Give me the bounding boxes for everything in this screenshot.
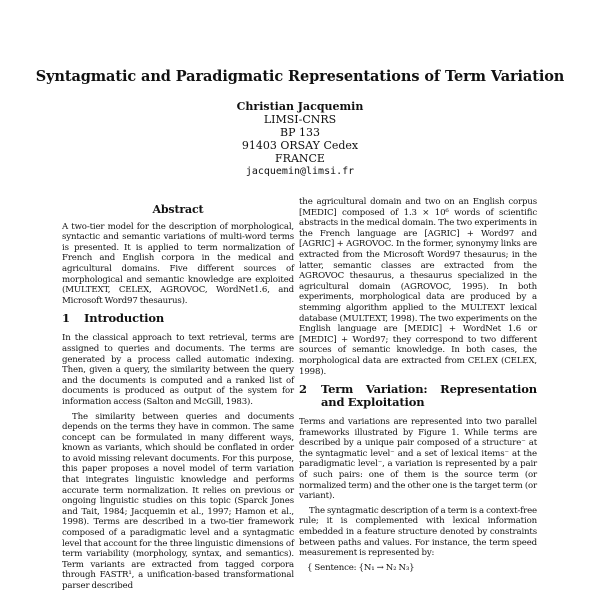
section2-paragraph-2: The syntagmatic description of a term is a context-free rule; it is complemented with lexical information embedded in a feature structure denoted by constraints between paths and values. For instance, the term speed measurement is represented by: <box>299 505 537 559</box>
intro-paragraph-2: The similarity between queries and documents depends on the terms they have in common. The same concept can be formulated in many different ways, known as variants, which should be conflated in order to avoid missing relevant documents. For this purpose, this paper proposes a novel model of term variation that integrates linguistic knowledge and performs accurate term normalization. It relies on previous or ongoing linguistic studies on this topic (Sparck Jones and Tait, 1984; Jacquemin et al., 1997; Hamon et al., 1998). Terms are described in a two-tier framework composed of a paradigmatic level and a syntagmatic level that account for the three linguistic dimensions of term variability (morphology, syntax, and semantics). Term variants are extracted from tagged corpora through FASTR¹, a unification-based transformational parser described <box>62 411 294 591</box>
section-number: 1 <box>62 311 70 326</box>
author-affiliation: LIMSI-CNRS <box>263 113 337 126</box>
right-intro-paragraph: the agricultural domain and two on an English corpus [MEDIC] composed of 1.3 × 10⁶ words of scientific abstracts in the medical domain. The two experiments in the French language are [AGRIC] + Word97 and [AGRIC] + AGROVOC. In the former, synonymy links are extracted from the Microsoft Word97 thesaurus; in the latter, semantic classes are extracted from the AGROVOC thesaurus, a thesaurus specialized in the agricultural domain (AGROVOC, 1995). In both experiments, morphological data are produced by a stemming algorithm applied to the MULTEXT lexical database (MULTEXT, 1998). The two experiments on the English language are [MEDIC] + WordNet 1.6 or [MEDIC] + Word97; they correspond to two different sources of semantic knowledge. In both cases, the morphological data are extracted from CELEX (CELEX, 1998). <box>299 197 537 377</box>
right-column <box>299 197 537 577</box>
author-name: Christian Jacquemin <box>236 100 364 113</box>
section-heading-introduction <box>62 312 294 325</box>
intro-paragraph-1: In the classical approach to text retrieval, terms are assigned to queries and documents. The terms are generated by a process called automatic indexing. Then, given a query, the similarity between the query and the documents is computed and a ranked list of documents is produced as output of the system for information access (Salton and McGill, 1983). <box>62 333 294 407</box>
left-column <box>62 205 294 596</box>
abstract-text: A two-tier model for the description of morphological, syntactic and semantic variations of multi-word terms is presented. It is applied to term normalization of French and English corpora in the medical and agricultural domains. Five different sources of morphological and semantic knowledge are exploited (MULTEXT, CELEX, AGROVOC, WordNet1.6, and Microsoft Word97 thesaurus). <box>62 221 294 306</box>
author-address-bp: BP 133 <box>280 126 320 139</box>
section2-paragraph-1: Terms and variations are represented into two parallel frameworks illustrated by Figure 1. While terms are described by a unique pair composed of a structure⁻ at the syntagmatic level⁻ and a set of lexical items⁻ at the paradigmatic level⁻, a variation is represented by a pair of such pairs: one of them is the source term (or normalized term) and the other one is the target term (or variant). <box>299 417 537 502</box>
author-block <box>0 100 600 178</box>
abstract-heading: Abstract <box>152 203 204 216</box>
author-address-city: 91403 ORSAY Cedex <box>241 139 359 152</box>
paper-title: Syntagmatic and Paradigmatic Representations of Term Variation <box>35 68 565 85</box>
section-number: 2 <box>299 382 307 397</box>
syntagmatic-rule: { Sentence: {N₁ → N₂ N₃} <box>307 562 415 573</box>
author-email[interactable]: jacquemin@limsi.fr <box>245 166 355 177</box>
author-country: FRANCE <box>275 152 325 165</box>
section-heading-term-variation <box>299 383 537 409</box>
section-title: Introduction <box>84 311 165 326</box>
section-title: Term Variation: Representation and Exploitation <box>321 382 537 410</box>
